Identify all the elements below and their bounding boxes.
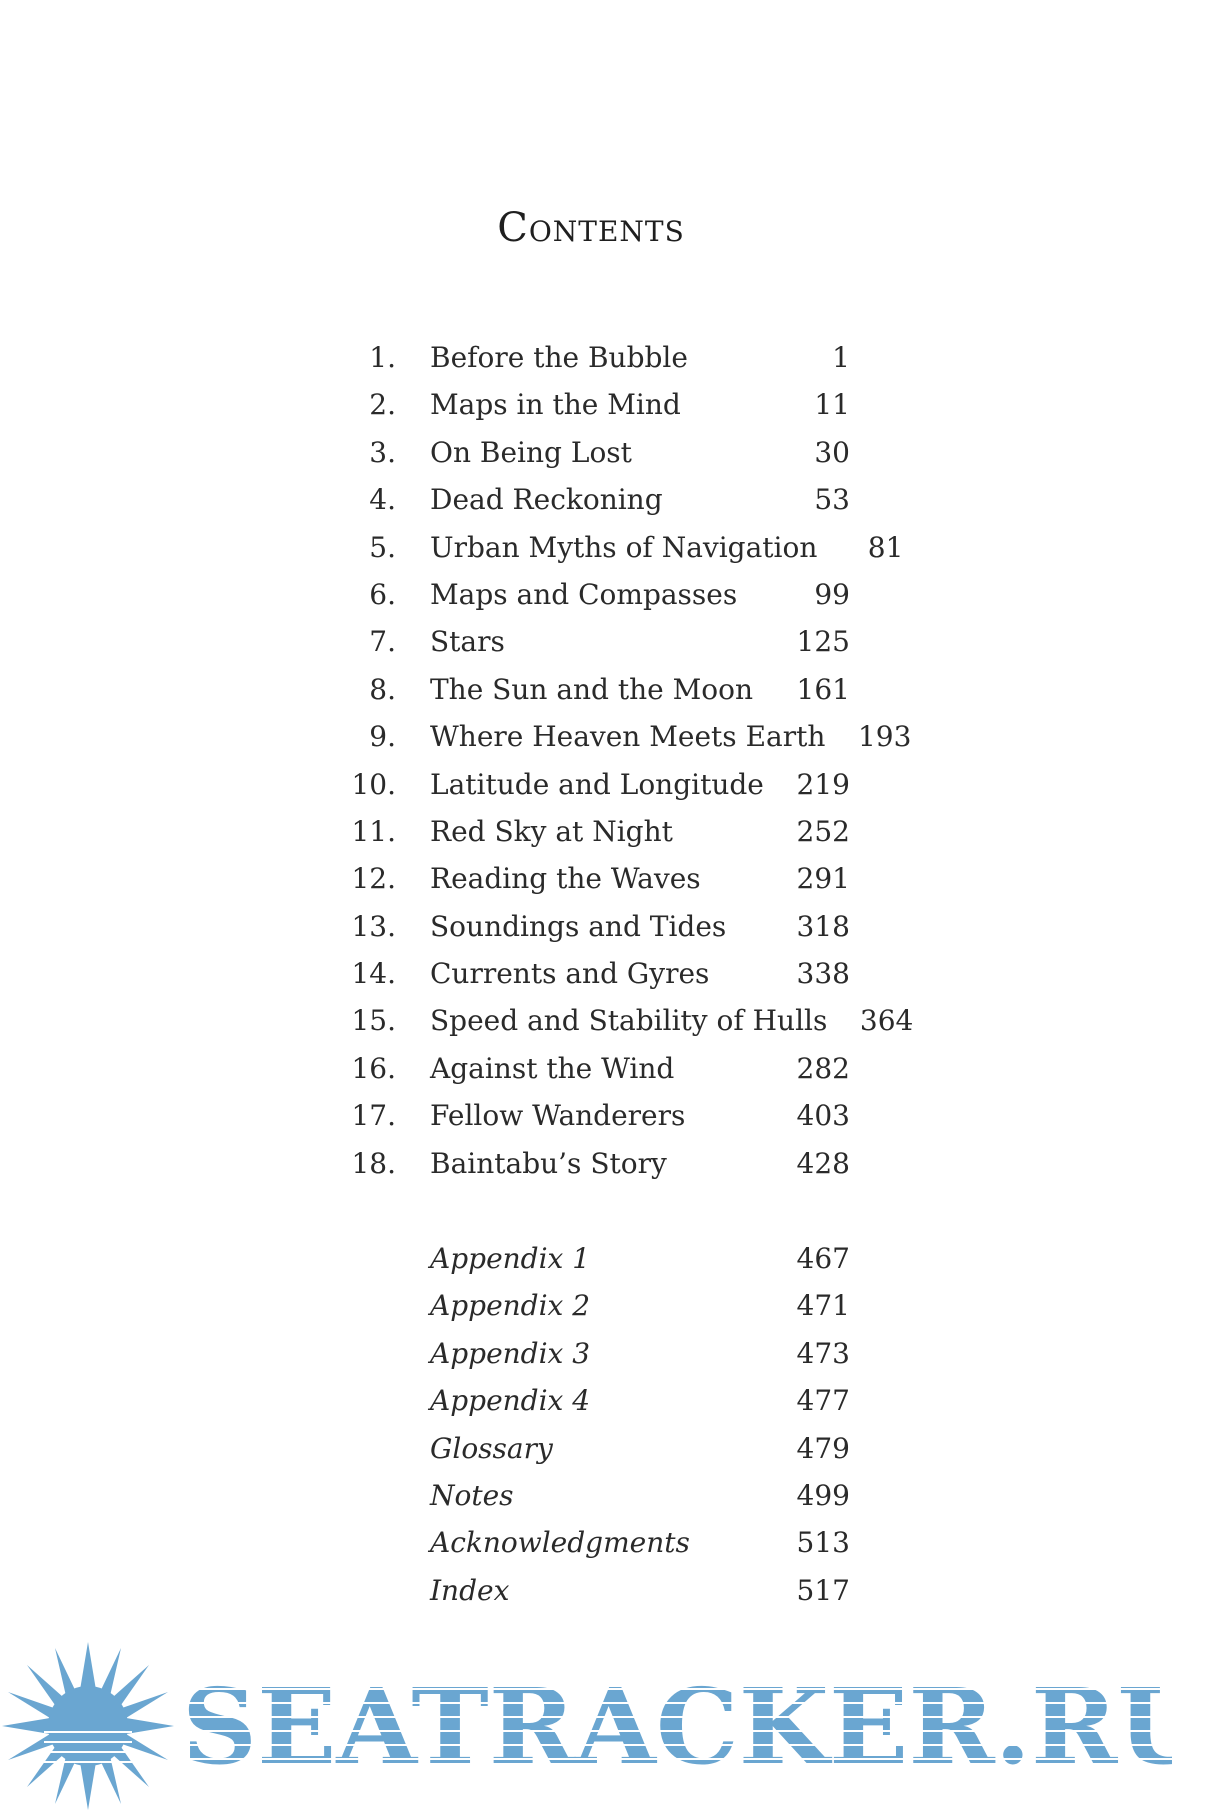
chapter-title: The Sun and the Moon bbox=[430, 672, 754, 706]
toc-row bbox=[340, 761, 850, 808]
backmatter-page: 513 bbox=[796, 1526, 850, 1560]
chapter-list bbox=[340, 334, 914, 1187]
toc-row bbox=[340, 381, 850, 428]
backmatter-list bbox=[340, 1235, 850, 1614]
backmatter-page: 477 bbox=[796, 1384, 850, 1418]
chapter-number: 1. bbox=[369, 341, 396, 374]
toc-row bbox=[340, 429, 850, 476]
chapter-page: 252 bbox=[796, 814, 850, 848]
toc-row bbox=[340, 1282, 850, 1329]
toc-row bbox=[340, 666, 850, 713]
backmatter-title: Appendix 4 bbox=[430, 1384, 591, 1418]
chapter-title: Currents and Gyres bbox=[430, 957, 710, 991]
toc-row bbox=[340, 524, 904, 571]
chapter-page: 125 bbox=[796, 625, 850, 659]
backmatter-title: Glossary bbox=[430, 1431, 553, 1465]
watermark-text: SEATRACKER.RU bbox=[182, 1662, 1172, 1792]
chapter-page: 193 bbox=[857, 720, 912, 754]
backmatter-title: Appendix 3 bbox=[430, 1336, 591, 1370]
chapter-title: Maps in the Mind bbox=[430, 388, 681, 422]
toc-row bbox=[340, 855, 850, 902]
chapter-number: 7. bbox=[369, 625, 396, 659]
chapter-page: 338 bbox=[796, 957, 850, 991]
toc-row bbox=[340, 1567, 850, 1614]
chapter-number: 12. bbox=[351, 862, 396, 896]
backmatter-title: Acknowledgments bbox=[430, 1526, 690, 1560]
chapter-number: 18. bbox=[351, 1146, 396, 1180]
chapter-title: Reading the Waves bbox=[430, 862, 701, 896]
chapter-page: 81 bbox=[867, 530, 904, 564]
toc-row bbox=[340, 903, 850, 950]
toc-row bbox=[340, 1519, 850, 1566]
toc-row bbox=[340, 997, 914, 1044]
backmatter-page: 467 bbox=[796, 1242, 850, 1275]
watermark bbox=[0, 1640, 1208, 1812]
toc-row bbox=[340, 1092, 850, 1139]
chapter-number: 5. bbox=[369, 530, 396, 564]
chapter-page: 364 bbox=[859, 1004, 914, 1038]
chapter-number: 10. bbox=[351, 767, 396, 801]
chapter-number: 15. bbox=[351, 1004, 396, 1038]
backmatter-page: 473 bbox=[796, 1336, 850, 1370]
chapter-number: 16. bbox=[351, 1051, 396, 1085]
chapter-number: 6. bbox=[369, 577, 396, 611]
toc-row bbox=[340, 1235, 850, 1282]
chapter-number: 2. bbox=[369, 388, 396, 422]
backmatter-page: 471 bbox=[796, 1289, 850, 1323]
chapter-page: 161 bbox=[796, 672, 850, 706]
backmatter-title: Appendix 2 bbox=[430, 1289, 591, 1323]
backmatter-title: Notes bbox=[430, 1478, 514, 1512]
chapter-title: Before the Bubble bbox=[430, 341, 688, 374]
chapter-title: Urban Myths of Navigation bbox=[430, 530, 818, 564]
toc-row bbox=[340, 476, 850, 523]
backmatter-page: 479 bbox=[796, 1431, 850, 1465]
chapter-title: Against the Wind bbox=[430, 1051, 675, 1085]
backmatter-page: 517 bbox=[796, 1573, 850, 1607]
chapter-page: 30 bbox=[814, 435, 850, 469]
toc-row bbox=[340, 1045, 850, 1092]
chapter-title: Where Heaven Meets Earth bbox=[430, 720, 826, 754]
chapter-number: 8. bbox=[369, 672, 396, 706]
chapter-title: Maps and Compasses bbox=[430, 577, 738, 611]
toc-row bbox=[340, 1377, 850, 1424]
chapter-title: Latitude and Longitude bbox=[430, 767, 764, 801]
toc-row bbox=[340, 1140, 850, 1187]
chapter-page: 291 bbox=[796, 862, 850, 896]
toc-row bbox=[340, 713, 912, 760]
toc-row bbox=[340, 1425, 850, 1472]
backmatter-title: Index bbox=[430, 1573, 510, 1607]
toc-row bbox=[340, 950, 850, 997]
chapter-number: 14. bbox=[351, 957, 396, 991]
chapter-number: 9. bbox=[369, 720, 396, 754]
chapter-title: Speed and Stability of Hulls bbox=[430, 1004, 828, 1038]
chapter-number: 11. bbox=[351, 814, 396, 848]
sun-icon bbox=[0, 1640, 176, 1812]
toc-row bbox=[340, 808, 850, 855]
chapter-page: 1 bbox=[832, 341, 850, 374]
chapter-page: 53 bbox=[814, 483, 850, 517]
backmatter-title: Appendix 1 bbox=[430, 1242, 591, 1275]
chapter-page: 219 bbox=[796, 767, 850, 801]
backmatter-page: 499 bbox=[796, 1478, 850, 1512]
page-title: Contents bbox=[497, 205, 685, 251]
chapter-number: 3. bbox=[369, 435, 396, 469]
chapter-number: 17. bbox=[351, 1099, 396, 1133]
chapter-page: 11 bbox=[814, 388, 850, 422]
chapter-title: Fellow Wanderers bbox=[430, 1099, 686, 1133]
toc-row bbox=[340, 1472, 850, 1519]
chapter-page: 99 bbox=[814, 577, 850, 611]
chapter-title: Soundings and Tides bbox=[430, 909, 727, 943]
chapter-number: 13. bbox=[351, 909, 396, 943]
chapter-title: Dead Reckoning bbox=[430, 483, 663, 517]
chapter-title: Baintabu’s Story bbox=[430, 1146, 667, 1180]
chapter-title: On Being Lost bbox=[430, 435, 632, 469]
toc-row bbox=[340, 334, 850, 381]
toc-row bbox=[340, 571, 850, 618]
chapter-number: 4. bbox=[369, 483, 396, 517]
chapter-page: 403 bbox=[796, 1099, 850, 1133]
toc-row bbox=[340, 1330, 850, 1377]
chapter-page: 428 bbox=[796, 1146, 850, 1180]
chapter-page: 318 bbox=[796, 909, 850, 943]
chapter-page: 282 bbox=[796, 1051, 850, 1085]
chapter-title: Red Sky at Night bbox=[430, 814, 673, 848]
toc-row bbox=[340, 618, 850, 665]
chapter-title: Stars bbox=[430, 625, 505, 659]
